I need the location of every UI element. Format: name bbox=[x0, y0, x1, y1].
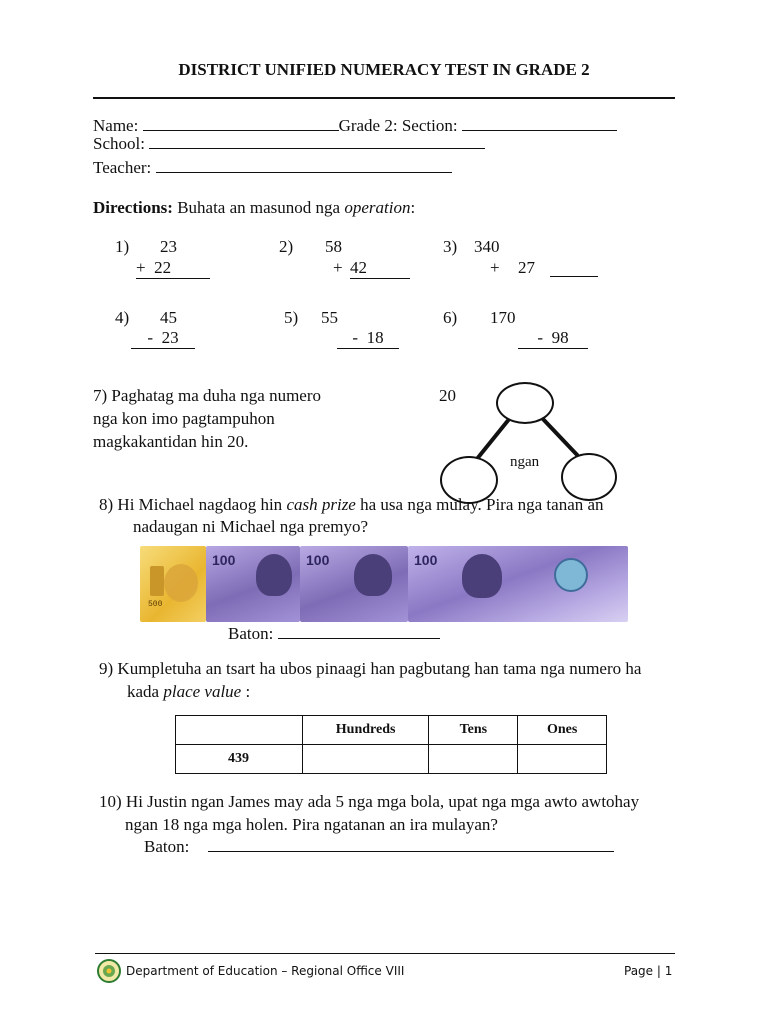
q10-answer[interactable] bbox=[144, 837, 614, 857]
school-field[interactable] bbox=[93, 134, 485, 154]
directions bbox=[93, 198, 415, 218]
problem-4-number: 4) bbox=[115, 308, 130, 327]
problem-5-operator: - bbox=[352, 328, 359, 347]
problem-1-operator: + bbox=[136, 258, 146, 277]
teacher-label: Teacher: bbox=[93, 158, 152, 177]
q8-answer-label: Baton: bbox=[228, 624, 274, 643]
problem-1-top: 23 bbox=[160, 237, 177, 256]
name-label: Name: bbox=[93, 116, 139, 135]
q9-line-1: 9) Kumpletuha an tsart ha ubos pinaagi han pagbutang han tama nga numero ha bbox=[99, 659, 642, 678]
problem-5-top: 55 bbox=[321, 308, 338, 327]
problem-2-bottom[interactable]: 42 bbox=[350, 258, 410, 279]
q9-line-2 bbox=[127, 682, 250, 702]
problem-1-bottom: 22 bbox=[154, 258, 172, 277]
directions-emphasis: operation bbox=[344, 198, 411, 217]
q10-line-1: 10) Hi Justin ngan James may ada 5 nga mga bola, upat nga mga awto awtohay bbox=[99, 792, 640, 811]
bill-500 bbox=[140, 546, 206, 622]
bill-100-second bbox=[300, 546, 408, 622]
school-blank[interactable] bbox=[149, 134, 485, 149]
problem-1-number: 1) bbox=[115, 237, 130, 256]
problem-2-operator: + bbox=[333, 258, 343, 277]
bond-connector-right bbox=[542, 418, 580, 458]
problem-3-answer-line[interactable] bbox=[550, 276, 598, 277]
problem-6-bottom: 98 bbox=[551, 328, 569, 347]
bond-connector-word: ngan bbox=[510, 454, 540, 470]
problem-6-operator: - bbox=[537, 328, 544, 347]
q7-line-3: magkakantidan hin 20. bbox=[93, 432, 249, 451]
q9-line-2-prefix: kada bbox=[127, 682, 160, 701]
place-value-hundreds-cell[interactable] bbox=[302, 745, 429, 774]
bill-100-third bbox=[408, 546, 628, 622]
deped-seal-icon bbox=[97, 959, 121, 983]
problem-4-operator: - bbox=[147, 328, 154, 347]
place-value-row bbox=[176, 745, 607, 774]
q8-prefix: 8) Hi Michael nagdaog hin bbox=[99, 495, 283, 514]
q9-line-2-suffix: : bbox=[245, 682, 251, 701]
place-value-number: 439 bbox=[176, 745, 303, 774]
name-field[interactable] bbox=[93, 116, 617, 136]
bill-500-portrait bbox=[164, 564, 198, 602]
q7-line-2: nga kon imo pagtampuhon bbox=[93, 409, 275, 428]
directions-end: : bbox=[410, 198, 416, 217]
bill-500-serial-label: 500 bbox=[148, 600, 163, 609]
bill-100-first bbox=[206, 546, 300, 622]
bond-whole-circle[interactable] bbox=[496, 382, 554, 424]
problem-3-operator: + bbox=[490, 258, 500, 277]
bill-100-first-portrait bbox=[256, 554, 292, 596]
problem-5-bottom-row[interactable] bbox=[337, 328, 399, 349]
section-blank[interactable] bbox=[462, 116, 617, 131]
bill-100-third-value: 100 bbox=[414, 552, 438, 568]
q10-line-2: ngan 18 nga mga holen. Pira ngatanan an ira mulayan? bbox=[125, 815, 498, 834]
bill-500-denomination-band bbox=[150, 566, 164, 596]
problem-4-bottom-row[interactable] bbox=[131, 328, 195, 349]
footer-org: Department of Education – Regional Office VIII bbox=[126, 964, 405, 978]
problem-1-bottom-row[interactable] bbox=[136, 258, 210, 279]
place-value-tens-cell[interactable] bbox=[429, 745, 518, 774]
problem-2-number: 2) bbox=[279, 237, 294, 256]
title-divider bbox=[93, 97, 675, 99]
bill-100-third-portrait bbox=[462, 554, 502, 598]
problem-3-number: 3) bbox=[443, 237, 458, 256]
school-label: School: bbox=[93, 134, 145, 153]
problem-5-number: 5) bbox=[284, 308, 299, 327]
problem-5-bottom: 18 bbox=[366, 328, 384, 347]
bill-100-first-value: 100 bbox=[212, 552, 236, 568]
directions-text: Buhata an masunod nga bbox=[177, 198, 341, 217]
problem-4-bottom: 23 bbox=[161, 328, 179, 347]
grade-section-label: Grade 2: Section: bbox=[338, 116, 458, 135]
place-value-header-ones: Ones bbox=[518, 716, 607, 745]
place-value-header-tens: Tens bbox=[429, 716, 518, 745]
q9-line-2-emphasis: place value bbox=[163, 682, 242, 701]
problem-6-bottom-row[interactable] bbox=[518, 328, 588, 349]
q8-line-1 bbox=[99, 495, 604, 515]
place-value-ones-cell[interactable] bbox=[518, 745, 607, 774]
place-value-header-blank bbox=[176, 716, 303, 745]
teacher-blank[interactable] bbox=[156, 158, 452, 173]
q10-answer-label: Baton: bbox=[144, 837, 190, 856]
bill-100-third-seal bbox=[554, 558, 588, 592]
q10-answer-blank[interactable] bbox=[208, 837, 614, 852]
q8-answer[interactable] bbox=[228, 624, 440, 644]
bill-100-second-portrait bbox=[354, 554, 392, 596]
page-title: DISTRICT UNIFIED NUMERACY TEST IN GRADE 2 bbox=[178, 60, 590, 79]
q7-total: 20 bbox=[439, 386, 456, 405]
footer-divider bbox=[95, 953, 675, 954]
q8-line-2: nadaugan ni Michael nga premyo? bbox=[133, 517, 369, 536]
bill-100-second-value: 100 bbox=[306, 552, 330, 568]
footer-page-number: Page | 1 bbox=[624, 964, 673, 978]
q8-suffix: ha usa nga mulay. Pira nga tanan an bbox=[360, 495, 604, 514]
directions-label: Directions: bbox=[93, 198, 173, 217]
problem-6-number: 6) bbox=[443, 308, 458, 327]
problem-4-top: 45 bbox=[160, 308, 177, 327]
problem-6-top: 170 bbox=[490, 308, 516, 327]
bond-part-right-circle[interactable] bbox=[561, 453, 617, 501]
q8-answer-blank[interactable] bbox=[278, 624, 440, 639]
q7-line-1: 7) Paghatag ma duha nga numero bbox=[93, 386, 322, 405]
name-blank[interactable] bbox=[143, 116, 339, 131]
problem-3-top: 340 bbox=[474, 237, 500, 256]
place-value-header-row bbox=[176, 716, 607, 745]
place-value-table bbox=[175, 715, 607, 774]
place-value-header-hundreds: Hundreds bbox=[302, 716, 429, 745]
teacher-field[interactable] bbox=[93, 158, 452, 178]
q8-emphasis: cash prize bbox=[286, 495, 356, 514]
problem-3-bottom: 27 bbox=[518, 258, 535, 277]
problem-2-top: 58 bbox=[325, 237, 342, 256]
